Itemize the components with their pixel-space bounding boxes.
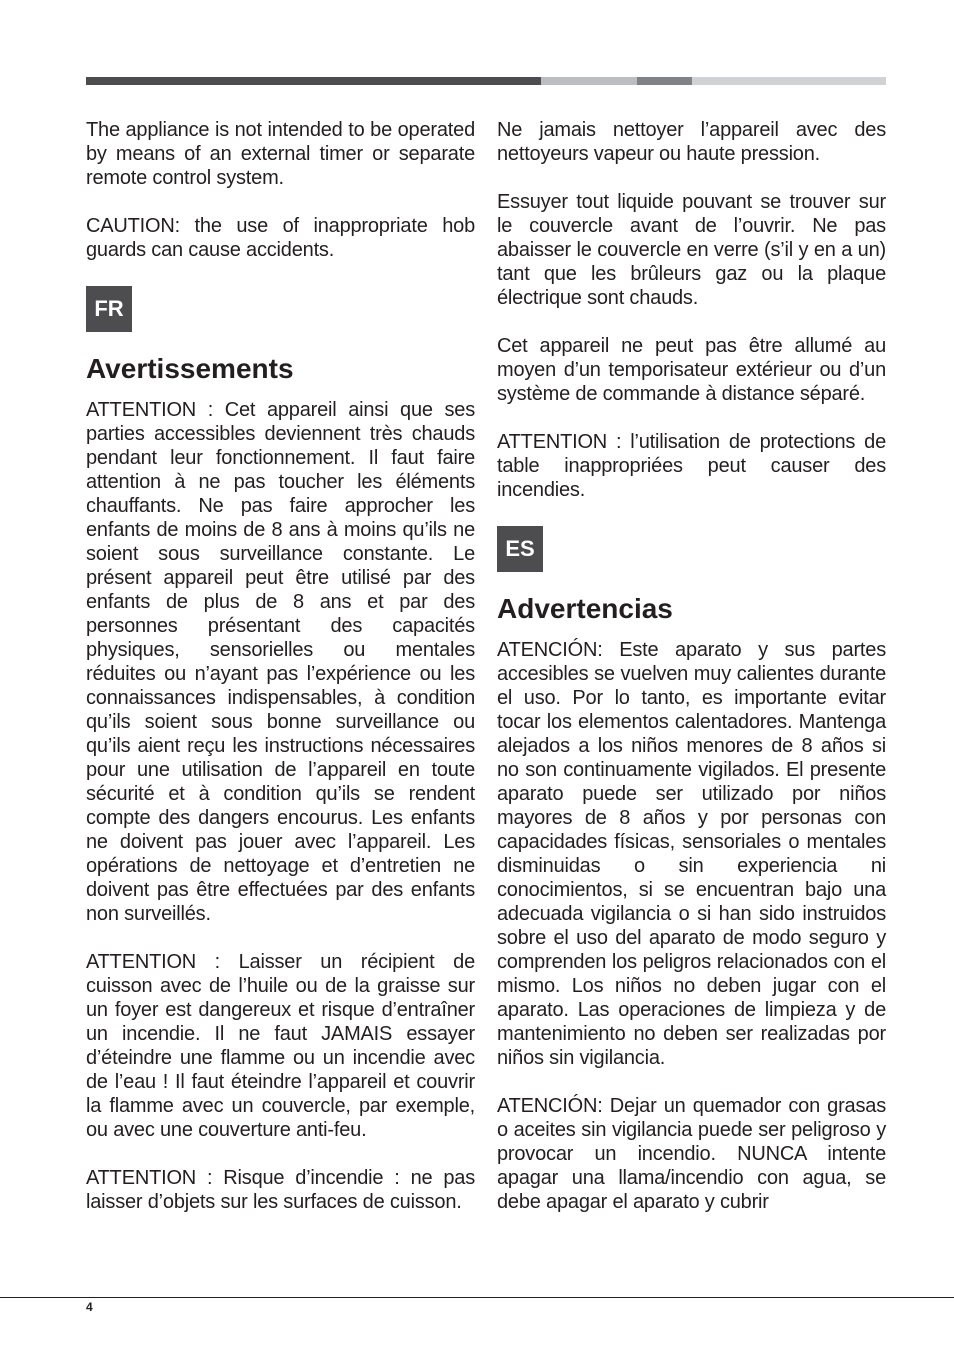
header-rule-segment (541, 77, 637, 85)
paragraph-fr-protections: ATTENTION : l’utilisation de protections de table inappropriées peut causer des incendies. (497, 431, 886, 501)
paragraph-es-atencion-hot: ATENCIÓN: Este aparato y sus partes accesibles se vuelven muy calientes durante el uso. Por lo tanto, es importante evitar tocar los elementos calentadores. Mantenga alejados a los niños menores de 8 años si no son continuamente vigilados. El presente aparato puede ser utilizado por niños mayores de 8 años y por personas con capacidades físicas, sensoriales o mentales disminuidas o sin experiencia ni conocimientos, si se encuentran bajo una adecuada vigilancia o si han sido instruidos sobre el uso del aparato de modo seguro y comprenden los peligros relacionados con el mismo. Los niños no deben jugar con el aparato. Las operaciones de limpieza y de mantenimiento no deben ser realizadas por niños sin vigilancia. (497, 639, 886, 1069)
language-badge-es: ES (497, 526, 543, 572)
section-heading-es: Advertencias (497, 593, 673, 624)
paragraph-fr-timer: Cet appareil ne peut pas être allumé au moyen d’un temporisateur extérieur ou d’un système de commande à distance séparé. (497, 335, 886, 405)
paragraph-fr-attention-oil: ATTENTION : Laisser un récipient de cuisson avec de l’huile ou de la graisse sur un foyer est dangereux et risque d’entraîner un incendie. Il ne faut JAMAIS essayer d’éteindre une flamme ou un incendie avec de l’eau ! Il faut éteindre l’appareil et couvrir la flamme avec un couvercle, par exemple, ou avec une couverture anti-feu. (86, 951, 475, 1141)
section-heading-fr: Avertissements (86, 353, 294, 384)
header-rule-segment (637, 77, 692, 85)
paragraph-fr-lid: Essuyer tout liquide pouvant se trouver sur le couvercle avant de l’ouvrir. Ne pas abaisser le couvercle en verre (s’il y en a un) tant que les brûleurs gaz ou la plaque électrique sont chauds. (497, 191, 886, 309)
paragraph-fr-attention-hot: ATTENTION : Cet appareil ainsi que ses parties accessibles deviennent très chauds pendant leur fonctionnement. Il faut faire attention à ne pas toucher les éléments chauffants. Ne pas faire approcher les enfants de moins de 8 ans à moins qu’ils ne soient sous surveillance constante. Le présent appareil peut être utilisé par des enfants de plus de 8 ans et par des personnes présentant des capacités physiques, sensorielles ou mentales réduites ou n’ayant pas l’expérience ou les connaissances indispensables, à condition qu’ils soient sous bonne surveillance ou qu’ils aient reçu les instructions nécessaires pour une utilisation de l’appareil en toute sécurité et à condition qu’ils se rendent compte des dangers encourus. Les enfants ne doivent pas jouer avec l’appareil. Les opérations de nettoyage et d’entretien ne doivent pas être effectuées par des enfants non surveillés. (86, 399, 475, 925)
footer-rule (0, 1297, 954, 1298)
left-column (86, 118, 475, 1238)
paragraph-hob-guards-caution: CAUTION: the use of inappropriate hob guards can cause accidents. (86, 215, 475, 261)
right-column (497, 118, 886, 1238)
paragraph-fr-steam-cleaners: Ne jamais nettoyer l’appareil avec des nettoyeurs vapeur ou haute pression. (497, 119, 886, 165)
page-number: 4 (86, 1300, 93, 1314)
language-badge-fr: FR (86, 286, 132, 332)
paragraph-fr-fire-risk: ATTENTION : Risque d’incendie : ne pas laisser d’objets sur les surfaces de cuisson. (86, 1167, 475, 1213)
header-rule (86, 77, 886, 85)
header-rule-segment (692, 77, 886, 85)
header-rule-segment (86, 77, 541, 85)
paragraph-es-atencion-oil: ATENCIÓN: Dejar un quemador con grasas o aceites sin vigilancia puede ser peligroso y provocar un incendio. NUNCA intente apagar una llama/incendio con agua, se debe apagar el aparato y cubrir (497, 1095, 886, 1213)
paragraph-timer-notice: The appliance is not intended to be operated by means of an external timer or separate remote control system. (86, 119, 475, 189)
